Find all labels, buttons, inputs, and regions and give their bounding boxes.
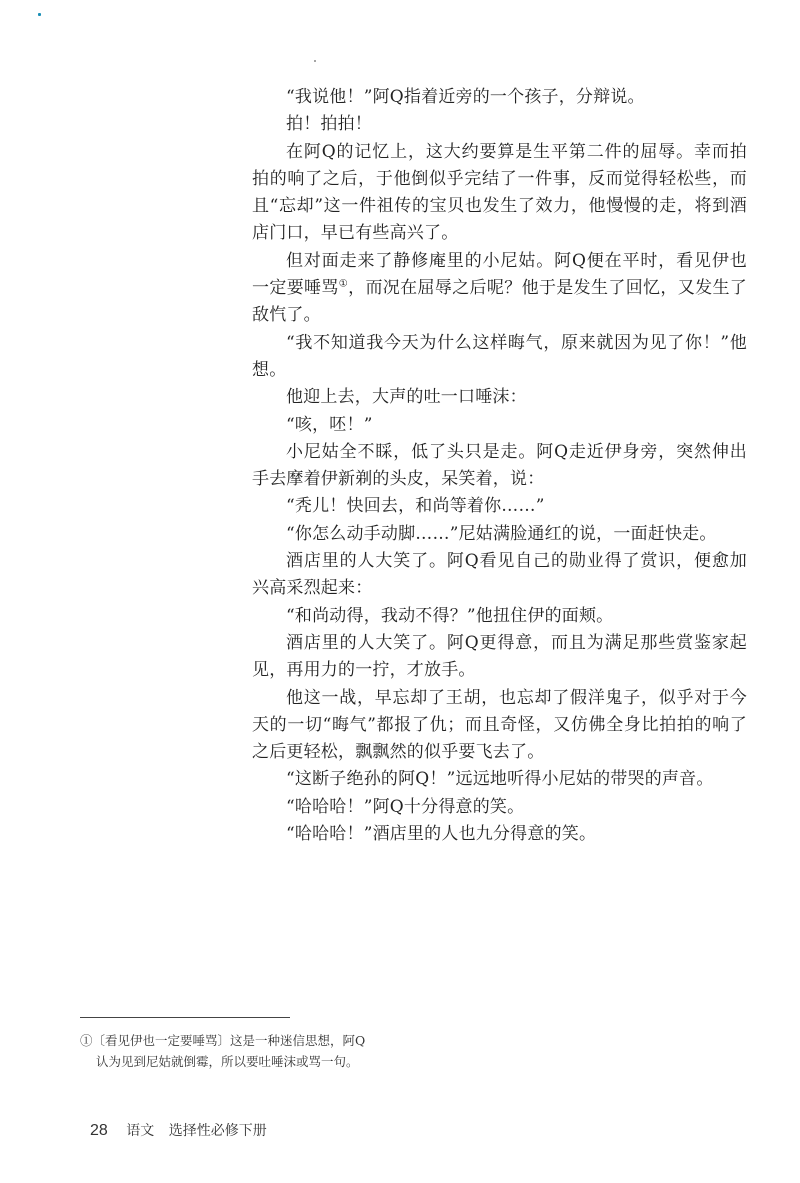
footnote-marker: ① bbox=[338, 278, 349, 290]
paragraph: “我不知道我今天为什么这样晦气，原来就因为见了你！”他想。 bbox=[252, 332, 747, 380]
paragraph: 酒店里的人大笑了。阿Q更得意，而且为满足那些赏鉴家起见，再用力的一拧，才放手。 bbox=[252, 632, 747, 681]
paragraph: “你怎么动手动脚……”尼姑满脸通红的说，一面赶快走。 bbox=[286, 523, 717, 544]
paragraph bbox=[252, 248, 747, 330]
paragraph: 小尼姑全不睬，低了头只是走。阿Q走近伊身旁，突然伸出手去摩着伊新剃的头皮，呆笑着，说： bbox=[252, 441, 747, 490]
footnote-line: 认为见到尼姑就倒霉，所以要吐唾沫或骂一句。 bbox=[96, 1054, 359, 1069]
paragraph: 他这一战，早忘却了王胡，也忘却了假洋鬼子，似乎对于今天的一切“晦气”都报了仇；而且奇怪，又仿佛全身比拍拍的响了之后更轻松，飘飘然的似乎要飞去了。 bbox=[252, 687, 747, 763]
subject-label: 语文 bbox=[126, 1123, 155, 1139]
paragraph: “和尚动得，我动不得？”他扭住伊的面颊。 bbox=[286, 605, 614, 626]
footnote-line: ①〔看见伊也一定要唾骂〕这是一种迷信思想，阿Q bbox=[80, 1033, 366, 1048]
paragraph-text: 但对面走来了静修庵里的小尼姑。阿Q便在平时，看见伊也一定要唾骂 bbox=[252, 250, 747, 299]
paragraph: “这断子绝孙的阿Q！”远远地听得小尼姑的带哭的声音。 bbox=[286, 769, 714, 790]
footnote bbox=[80, 1030, 410, 1072]
paragraph: “秃儿！快回去，和尚等着你……” bbox=[286, 496, 545, 517]
paragraph: “咳，呸！” bbox=[286, 414, 373, 435]
paragraph: “哈哈哈！”阿Q十分得意的笑。 bbox=[286, 796, 525, 817]
page-number: 28 bbox=[90, 1122, 108, 1139]
paragraph: “哈哈哈！”酒店里的人也九分得意的笑。 bbox=[286, 824, 597, 845]
paragraph: 拍！拍拍！ bbox=[286, 114, 372, 135]
footnote-divider bbox=[80, 1017, 290, 1018]
scan-speck bbox=[314, 60, 316, 62]
page-footer bbox=[90, 1120, 267, 1140]
body-text bbox=[252, 84, 747, 848]
paragraph: “我说他！”阿Q指着近旁的一个孩子，分辩说。 bbox=[286, 87, 645, 107]
paragraph-text: ，而况在屈辱之后呢？他于是发生了回忆，又发生了敌忾了。 bbox=[252, 278, 748, 326]
paragraph: 在阿Q的记忆上，这大约要算是生平第二件的屈辱。幸而拍拍的响了之后，于他倒似乎完结了一件事，反而觉得轻松些，而且“忘却”这一件祖传的宝贝也发生了效力，他慢慢的走，将到酒店门口，早已有些高兴了。 bbox=[252, 141, 747, 244]
paragraph: 酒店里的人大笑了。阿Q看见自己的勋业得了赏识，便愈加兴高采烈起来： bbox=[252, 551, 747, 599]
paragraph: 他迎上去，大声的吐一口唾沫： bbox=[286, 387, 527, 408]
scan-speck bbox=[38, 13, 41, 16]
book-title: 选择性必修下册 bbox=[168, 1123, 267, 1139]
